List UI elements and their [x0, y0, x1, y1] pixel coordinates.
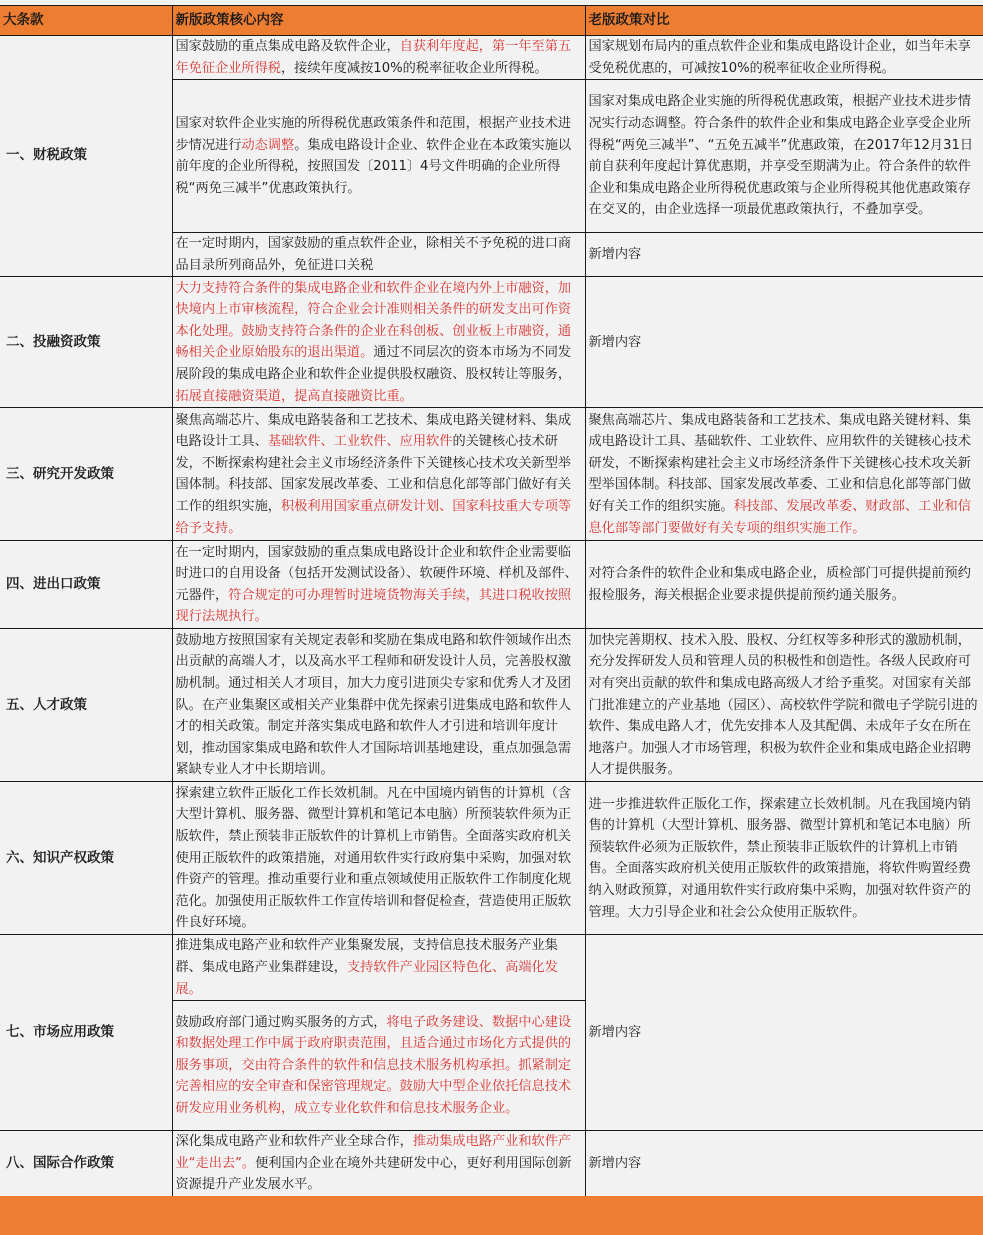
body-text: 推进集成电路产业和软件产业集聚发展，支持信息技术服务产业集群、集成电路产业集群建设， — [175, 938, 558, 975]
body-text: 探索建立软件正版化工作长效机制。凡在中国境内销售的计算机（含大型计算机、服务器、微型计算机和笔记本电脑）所预装软件须为正版软件，禁止预装非正版软件的计算机上市销售。全面落实政府机关使用正版软件的政策措施，对通用软件实行政府集中采购，加强对软件资产的管理。推动重要行业和重点领域使用正版软件工作制度化规范化。加强使用正版软件工作宣传培训和督促检查，营造使用正版软件良好环境。 — [175, 785, 572, 931]
new-policy-cell — [172, 629, 585, 782]
body-text: 通过不同层次的资本市场为不同发展阶段的集成电路企业和软件企业提供股权融资、股权转让等服务， — [175, 345, 572, 382]
old-policy-cell — [585, 233, 983, 277]
new-policy-cell — [172, 1131, 585, 1197]
highlighted-text: 符合规定的可办理暂时进境货物海关手续，其进口税收按照现行法规执行。 — [175, 587, 572, 625]
body-text: 国家规划布局内的重点软件企业和集成电路设计企业，如当年未享受免税优惠的，可减按10%的税率征收企业所得税。 — [588, 39, 971, 76]
highlighted-text: 推动集成电路产业和软件产业“走出去”。 — [175, 1134, 572, 1171]
body-text: 进一步推进软件正版化工作，探索建立长效机制。凡在我国境内销售的计算机（大型计算机、服务器、微型计算机和笔记本电脑）所预装软件必须为正版软件，禁止预装非正版软件的计算机上市销售。全面落实政府机关使用正版软件的政策措施，将软件购置经费纳入财政预算，对通用软件实行政府集中采购，加强对软件资产的管理。大力引导企业和社会公众使用正版软件。 — [588, 796, 971, 920]
body-text: 的关键核心技术研发，不断探索构建社会主义市场经济条件下关键核心技术攻关新型举国体制。科技部、国家发展改革委、工业和信息化部等部门做好有关工作的组织实施， — [175, 434, 572, 514]
body-text: 在一定时期内，国家鼓励的重点集成电路设计企业和软件企业需要临时进口的自用设备（包括开发测试设备）、软硬件环境、样机及部件、元器件， — [175, 544, 578, 603]
category-cell: 一、财税政策 — [0, 36, 172, 277]
body-text: 在一定时期内，国家鼓励的重点软件企业，除相关不予免税的进口商品目录所列商品外，免征进口关税 — [175, 236, 572, 273]
old-policy-cell — [585, 80, 983, 233]
old-policy-cell — [585, 782, 983, 935]
highlighted-text: 支持软件产业园区特色化、高端化发展。 — [175, 959, 558, 997]
highlighted-text: 大力支持符合条件的集成电路企业和软件企业在境内外上市融资，加快境内上市审核流程，符合企业会计准则相关条件的研发支出可作资本化处理。鼓励支持符合条件的企业在科创板、创业板上市融资，通畅相关企业原始股东的退出渠道。 — [175, 280, 572, 361]
highlighted-text: 科技部、发展改革委、财政部、工业和信息化部等部门要做好有关专项的组织实施工作。 — [588, 498, 971, 536]
body-text: 对符合条件的软件企业和集成电路企业，质检部门可提供提前预约报检服务，海关根据企业要求提供提前预约通关服务。 — [588, 566, 971, 603]
table-row — [0, 935, 983, 1001]
body-text: 加快完善期权、技术入股、股权、分红权等多种形式的激励机制，充分发挥研发人员和管理人员的积极性和创造性。各级人民政府可对有突出贡献的软件和集成电路高级人才给予重奖。对国家有关部门批准建立的产业基地（园区）、高校软件学院和微电子学院引进的软件、集成电路人才，优先安排本人及其配偶、未成年子女在所在地落户。加强人才市场管理，积极为软件企业和集成电路企业招聘人才提供服务。 — [588, 632, 978, 778]
category-cell: 六、知识产权政策 — [0, 782, 172, 935]
footer-bar — [0, 1196, 983, 1235]
new-policy-cell — [172, 233, 585, 277]
highlighted-text: 自获利年度起，第一年至第五年免征企业所得税 — [175, 39, 572, 76]
table-row — [0, 541, 983, 629]
body-text: 聚焦高端芯片、集成电路装备和工艺技术、集成电路关键材料、集成电路设计工具、基础软件、工业软件、应用软件的关键核心技术研发，不断探索构建社会主义市场经济条件下关键核心技术攻关新型举国体制。科技部、国家发展改革委、工业和信息化部等部门做好有关工作的组织实施。 — [588, 412, 971, 514]
policy-comparison-table — [0, 5, 983, 1197]
category-cell: 二、投融资政策 — [0, 277, 172, 408]
new-policy-cell — [172, 408, 585, 541]
old-policy-cell — [585, 541, 983, 629]
highlighted-text: 积极利用国家重点研发计划、国家科技重大专项等给予支持。 — [175, 498, 572, 536]
body-text: 国家对集成电路企业实施的所得税优惠政策，根据产业技术进步情况实行动态调整。符合条件的软件企业和集成电路企业享受企业所得税“两免三减半”、“五免五减半”优惠政策，在2017年12月31日前自获利年度起计算优惠期，并享受至期满为止。符合条件的软件企业和集成电路企业所得税优惠政策与企业所得税其他优惠政策存在交叉的，由企业选择一项最优惠政策执行，不叠加享受。 — [588, 94, 974, 218]
category-cell: 三、研究开发政策 — [0, 408, 172, 541]
table-row — [0, 36, 983, 80]
table-row — [0, 782, 983, 935]
category-cell: 五、人才政策 — [0, 629, 172, 782]
body-text: 新增内容 — [588, 1155, 642, 1171]
new-policy-cell — [172, 541, 585, 629]
new-policy-cell — [172, 80, 585, 233]
new-policy-cell — [172, 36, 585, 80]
old-policy-cell — [585, 629, 983, 782]
old-policy-cell — [585, 277, 983, 408]
category-cell: 四、进出口政策 — [0, 541, 172, 629]
old-policy-cell — [585, 935, 983, 1131]
table-header-row — [0, 6, 983, 36]
body-text: 深化集成电路产业和软件产业全球合作， — [175, 1134, 413, 1150]
new-policy-cell — [172, 782, 585, 935]
body-text: 新增内容 — [588, 1024, 642, 1040]
body-text: 鼓励地方按照国家有关规定表彰和奖励在集成电路和软件领域作出杰出贡献的高端人才，以及高水平工程师和研发设计人员，完善股权激励机制。通过相关人才项目，加大力度引进顶尖专家和优秀人才及团队。在产业集聚区或相关产业集群中优先探索引进集成电路和软件人才的相关政策。制定并落实集成电路和软件人才引进和培训年度计划，推动国家集成电路和软件人才国际培训基地建设，重点加强急需紧缺专业人才中长期培训。 — [175, 632, 572, 778]
table-row — [0, 1131, 983, 1197]
highlighted-text: 动态调整 — [241, 137, 295, 153]
body-text: 。集成电路设计企业、软件企业在本政策实施以前年度的企业所得税，按照国发〔2011〕4号文件明确的企业所得税“两免三减半”优惠政策执行。 — [175, 137, 572, 196]
body-text: 国家鼓励的重点集成电路及软件企业， — [175, 39, 400, 54]
body-text: 新增内容 — [588, 246, 642, 262]
header-category: 大条款 — [0, 6, 172, 36]
table-row — [0, 408, 983, 541]
old-policy-cell — [585, 408, 983, 541]
body-text: 聚焦高端芯片、集成电路装备和工艺技术、集成电路关键材料、集成电路设计工具、 — [175, 412, 572, 450]
new-policy-cell — [172, 1001, 585, 1131]
body-text: 鼓励政府部门通过购买服务的方式， — [175, 1014, 387, 1030]
body-text: ，接续年度减按10%的税率征收企业所得税。 — [281, 60, 548, 76]
header-old-policy: 老版政策对比 — [585, 6, 983, 36]
new-policy-cell — [172, 277, 585, 408]
highlighted-text: 基础软件、工业软件、应用软件 — [267, 434, 453, 450]
body-text: 便利国内企业在境外共建研发中心，更好利用国际创新资源提升产业发展水平。 — [175, 1155, 572, 1193]
old-policy-cell — [585, 36, 983, 80]
table-row — [0, 629, 983, 782]
new-policy-cell — [172, 935, 585, 1001]
highlighted-text: 拓展直接融资渠道，提高直接融资比重。 — [175, 388, 413, 404]
header-new-policy: 新版政策核心内容 — [172, 6, 585, 36]
body-text: 新增内容 — [588, 334, 642, 350]
body-text: 国家对软件企业实施的所得税优惠政策条件和范围，根据产业技术进步情况进行 — [175, 116, 572, 153]
highlighted-text: 将电子政务建设、数据中心建设和数据处理工作中属于政府职责范围，且适合通过市场化方式提供的服务事项，交由符合条件的软件和信息技术服务机构承担。抓紧制定完善相应的安全审查和保密管理规定。鼓励大中型企业依托信息技术研发应用业务机构，成立专业化软件和信息技术服务企业。 — [175, 1014, 572, 1117]
old-policy-cell — [585, 1131, 983, 1197]
table-row — [0, 277, 983, 408]
category-cell: 八、国际合作政策 — [0, 1131, 172, 1197]
category-cell: 七、市场应用政策 — [0, 935, 172, 1131]
